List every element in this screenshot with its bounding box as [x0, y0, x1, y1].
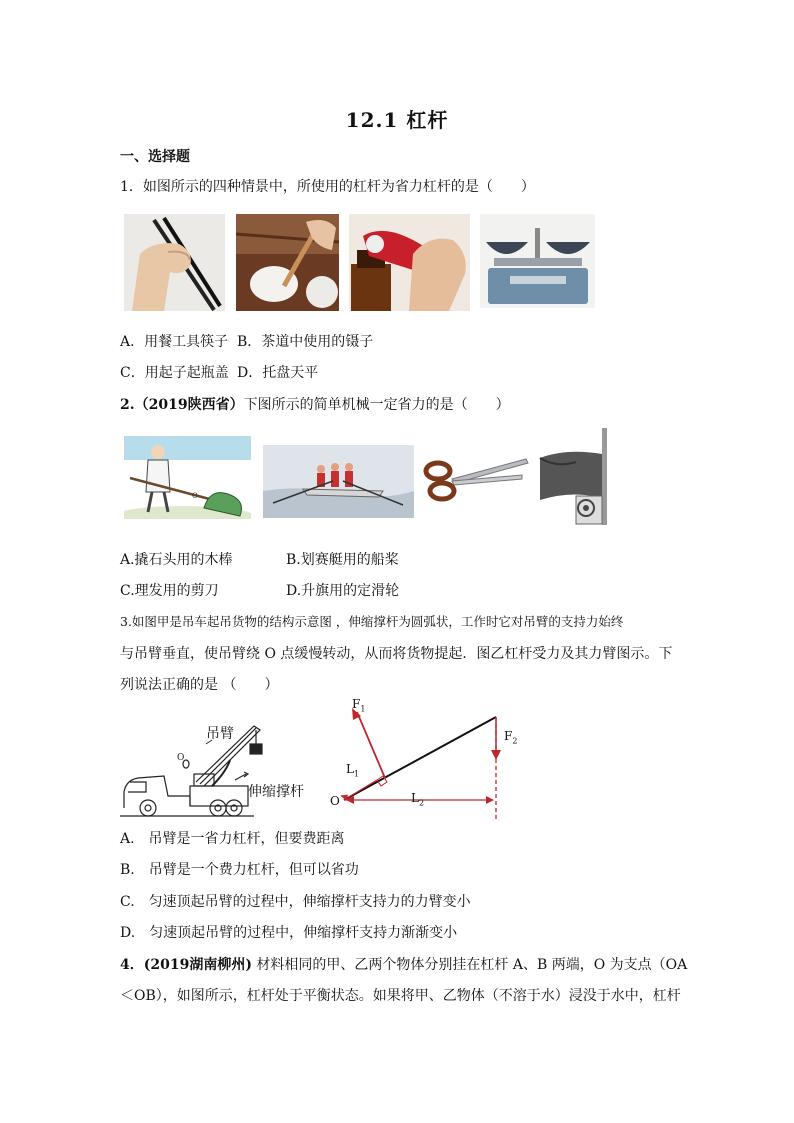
q2-option-c: C.理发用的剪刀: [120, 583, 219, 599]
q2-option-b: B.划赛艇用的船桨: [286, 552, 399, 568]
f1-label: $F_1$: [352, 697, 366, 714]
q1-option-b: B．茶道中使用的镊子: [237, 334, 374, 350]
svg-text:O: O: [192, 492, 198, 500]
page-title: 12.1 杠杆: [345, 108, 449, 132]
svg-text:O: O: [177, 753, 185, 763]
q1-option-c: C．用起子起瓶盖: [120, 365, 229, 381]
tea-tweezers-photo: [236, 214, 339, 311]
q4-tag: 4．(2019湖南柳州): [120, 957, 252, 973]
q3-option-d: D. 匀速顶起吊臂的过程中，伸缩撑杆支持力渐渐变小: [120, 925, 458, 941]
l1-label: $L_1$: [346, 762, 360, 779]
chopsticks-photo: [124, 214, 225, 311]
q2-option-a: A.撬石头用的木棒: [120, 552, 233, 568]
q4-line-1: 材料相同的甲、乙两个物体分别挂在杠杆 A、B 两端，O 为支点（OA: [251, 957, 688, 973]
boom-label: 吊臂: [206, 726, 234, 742]
q2-stem: 下图所示的简单机械一定省力的是（ ）: [243, 397, 510, 413]
q2-tag: 2.（2019陕西省）: [120, 397, 244, 413]
pivot-o-label: O: [330, 794, 340, 808]
lever-stone-photo: [124, 436, 251, 519]
q4-line-2: ＜OB），如图所示，杠杆处于平衡状态。如果将甲、乙物体（不溶于水）浸没于水中，杠杆: [120, 988, 681, 1004]
rowing-photo: [263, 445, 414, 518]
q1-option-d: D．托盘天平: [237, 365, 319, 381]
q1-stem: 1．如图所示的四种情景中，所使用的杠杆为省力杠杆的是（ ）: [120, 179, 535, 195]
q3-option-b: B. 吊臂是一个费力杠杆，但可以省功: [120, 862, 359, 878]
q3-option-a: A. 吊臂是一省力杠杆，但要费距离: [120, 831, 345, 847]
q3-line-3: 列说法正确的是 （ ）: [120, 677, 279, 693]
flagpole-pulley-photo: [536, 428, 611, 525]
q2-option-d: D.升旗用的定滑轮: [286, 583, 400, 599]
l2-label: $L_2$: [411, 791, 425, 808]
balance-scale-photo: [480, 214, 595, 308]
q3-option-c: C. 匀速顶起吊臂的过程中，伸缩撑杆支持力的力臂变小: [120, 894, 471, 910]
q3-line-2: 与吊臂垂直，使吊臂绕 O 点缓慢转动，从而将货物提起．图乙杠杆受力及其力臂图示。下: [120, 646, 673, 662]
section-heading: 一、选择题: [120, 149, 190, 165]
f2-label: $F_2$: [504, 729, 518, 746]
q1-option-a: A．用餐工具筷子: [120, 334, 229, 350]
bottle-opener-photo: [349, 214, 470, 311]
strut-label: 伸缩撑杆: [248, 784, 304, 800]
scissors-photo: [422, 453, 529, 503]
q3-line-1: 3.如图甲是吊车起吊货物的结构示意图 ，伸缩撑杆为圆弧状，工作时它对吊臂的支持力始终: [120, 614, 624, 629]
